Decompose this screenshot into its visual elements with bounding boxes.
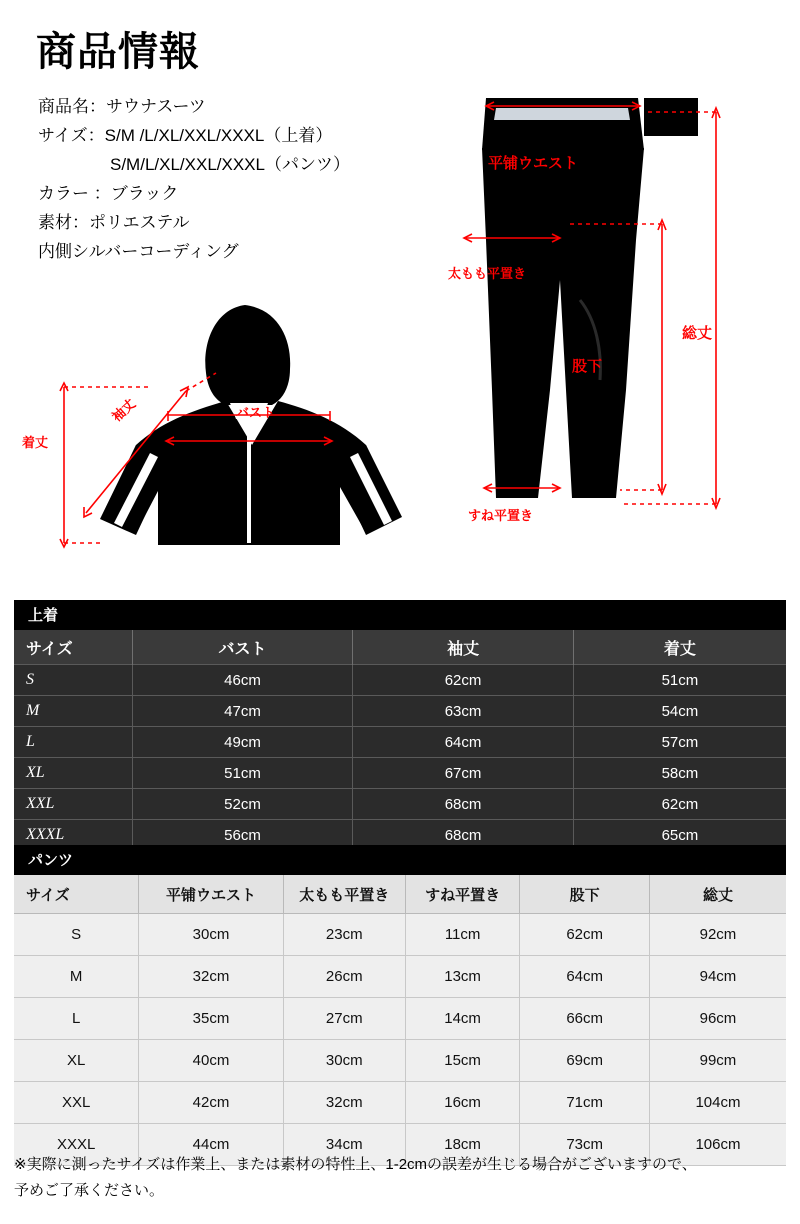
cell-total: 96cm: [649, 998, 786, 1040]
cell-size: XXXL: [14, 1124, 139, 1166]
cell-length: 58cm: [573, 758, 786, 789]
cell-inseam: 64cm: [520, 956, 650, 998]
cell-shin: 14cm: [405, 998, 520, 1040]
shin-label: すね平置き: [468, 508, 534, 523]
cell-size: M: [14, 696, 132, 727]
cell-sleeve: 67cm: [353, 758, 574, 789]
cell-sleeve: 63cm: [353, 696, 574, 727]
cell-bust: 56cm: [132, 820, 353, 851]
cell-sleeve: 64cm: [353, 727, 574, 758]
cell-waist: 32cm: [139, 956, 283, 998]
inseam-label: 股下: [572, 358, 603, 375]
cell-size: S: [14, 665, 132, 696]
cell-size: S: [14, 914, 139, 956]
col-shin: すね平置き: [405, 875, 520, 914]
jacket-table-caption: 上着: [14, 600, 786, 630]
cell-bust: 47cm: [132, 696, 353, 727]
col-sleeve: 袖丈: [353, 630, 574, 665]
cell-length: 62cm: [573, 789, 786, 820]
cell-shin: 18cm: [405, 1124, 520, 1166]
cell-thigh: 30cm: [283, 1040, 405, 1082]
cell-length: 57cm: [573, 727, 786, 758]
spec-item-color: カラー ：ブラック: [38, 184, 179, 203]
cell-waist: 42cm: [139, 1082, 283, 1124]
col-inseam: 股下: [520, 875, 650, 914]
table-row: [14, 914, 786, 956]
cell-shin: 16cm: [405, 1082, 520, 1124]
cell-shin: 15cm: [405, 1040, 520, 1082]
table-row: [14, 1082, 786, 1124]
table-row: [14, 789, 786, 820]
spec-item-coating: 内側シルバーコーディング: [38, 242, 239, 261]
cell-sleeve: 62cm: [353, 665, 574, 696]
cell-size: XXXL: [14, 820, 132, 851]
table-row: [14, 665, 786, 696]
page-title: 商品情報: [36, 30, 200, 74]
cell-inseam: 62cm: [520, 914, 650, 956]
table-header-row: [14, 630, 786, 665]
cell-thigh: 26cm: [283, 956, 405, 998]
cell-sleeve: 68cm: [353, 789, 574, 820]
cell-length: 65cm: [573, 820, 786, 851]
pants-size-table: [14, 845, 786, 1166]
cell-total: 94cm: [649, 956, 786, 998]
cell-bust: 51cm: [132, 758, 353, 789]
cell-waist: 35cm: [139, 998, 283, 1040]
cell-size: XXL: [14, 1082, 139, 1124]
cell-thigh: 23cm: [283, 914, 405, 956]
cell-inseam: 73cm: [520, 1124, 650, 1166]
disclaimer-line-2: 予めご了承ください。: [14, 1182, 165, 1199]
col-total: 総丈: [649, 875, 786, 914]
cell-bust: 52cm: [132, 789, 353, 820]
cell-shin: 13cm: [405, 956, 520, 998]
cell-size: XL: [14, 1040, 139, 1082]
bust-label: バスト: [236, 405, 276, 420]
table-row: [14, 1040, 786, 1082]
spec-item-material: 素材：ポリエステル: [38, 213, 190, 232]
table-row: [14, 758, 786, 789]
table-row: [14, 727, 786, 758]
spec-item-size: サイズ：S/M /L/XL/XXL/XXXL（上着）: [38, 126, 333, 145]
cell-length: 51cm: [573, 665, 786, 696]
cell-size: XL: [14, 758, 132, 789]
disclaimer-note: [14, 1152, 786, 1204]
spec-item-name: 商品名：サウナスーツ: [38, 97, 206, 116]
table-header-row: [14, 875, 786, 914]
cell-total: 99cm: [649, 1040, 786, 1082]
col-length: 着丈: [573, 630, 786, 665]
cell-length: 54cm: [573, 696, 786, 727]
cell-total: 92cm: [649, 914, 786, 956]
cell-shin: 11cm: [405, 914, 520, 956]
cell-bust: 49cm: [132, 727, 353, 758]
sleeve-length-label: 袖丈: [108, 395, 139, 425]
disclaimer-line-1: ※実際に測ったサイズは作業上、または素材の特性上、1-2cmの誤差が生じる場合がございますので、: [14, 1156, 697, 1173]
col-waist: 平铺ウエスト: [139, 875, 283, 914]
col-thigh: 太もも平置き: [283, 875, 405, 914]
thigh-label: 太もも平置き: [448, 266, 527, 281]
cell-size: XXL: [14, 789, 132, 820]
cell-size: L: [14, 998, 139, 1040]
jacket-size-table: [14, 600, 786, 850]
cell-inseam: 71cm: [520, 1082, 650, 1124]
cell-inseam: 66cm: [520, 998, 650, 1040]
total-length-label: 総丈: [682, 325, 713, 342]
spec-item-size-pants: S/M/L/XL/XXL/XXXL（パンツ）: [110, 155, 350, 174]
cell-waist: 44cm: [139, 1124, 283, 1166]
cell-bust: 46cm: [132, 665, 353, 696]
cell-total: 104cm: [649, 1082, 786, 1124]
cell-size: L: [14, 727, 132, 758]
table-row: [14, 956, 786, 998]
cell-thigh: 27cm: [283, 998, 405, 1040]
cell-waist: 40cm: [139, 1040, 283, 1082]
cell-total: 106cm: [649, 1124, 786, 1166]
jacket-length-label: 着丈: [22, 435, 49, 450]
pants-table-caption: パンツ: [14, 845, 786, 875]
cell-sleeve: 68cm: [353, 820, 574, 851]
table-row: [14, 998, 786, 1040]
cell-size: M: [14, 956, 139, 998]
table-row: [14, 696, 786, 727]
cell-waist: 30cm: [139, 914, 283, 956]
col-bust: バスト: [132, 630, 353, 665]
cell-thigh: 32cm: [283, 1082, 405, 1124]
cell-inseam: 69cm: [520, 1040, 650, 1082]
col-size: サイズ: [14, 875, 139, 914]
col-size: サイズ: [14, 630, 132, 665]
cell-thigh: 34cm: [283, 1124, 405, 1166]
waist-label: 平铺ウエスト: [488, 155, 579, 172]
spec-list: [38, 92, 350, 266]
